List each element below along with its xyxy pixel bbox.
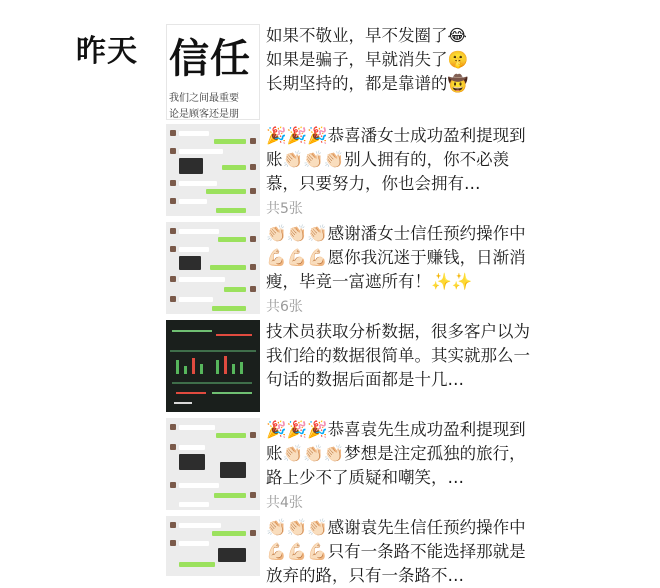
date-label: 昨天 [76,34,138,69]
post-text[interactable]: 🎉🎉🎉恭喜袁先生成功盈利提现到账👏🏻👏🏻👏🏻梦想是注定孤独的旅行，路上少不了质疑和嘲笑，… [266,420,526,487]
post-thumbnail-chat[interactable] [166,516,260,576]
post-text[interactable]: 👏🏻👏🏻👏🏻感谢潘女士信任预约操作中💪🏻💪🏻💪🏻愿你我沉迷于赚钱，日渐消瘦，毕竟一富遮所有！✨✨ [266,224,526,291]
post-thumbnail-chat[interactable] [166,222,260,314]
post-text[interactable]: 👏🏻👏🏻👏🏻感谢袁先生信任预约操作中💪🏻💪🏻💪🏻只有一条路不能选择那就是放弃的路，只有一条路不… [266,518,526,585]
post-thumbnail-chat[interactable] [166,418,260,510]
thumbnail-big-text: 信任 [169,36,251,82]
post-text[interactable]: 技术员获取分析数据，很多客户以为我们给的数据很简单。其实就那么一句话的数据后面都是十几… [266,322,530,389]
image-count: 共4张 [266,495,303,511]
image-count: 共5张 [266,201,303,217]
post-thumbnail-chat[interactable] [166,124,260,216]
thumbnail-caption-line: 论是顾客还是朋 [169,109,239,120]
post-text[interactable]: 🎉🎉🎉恭喜潘女士成功盈利提现到账👏🏻👏🏻👏🏻别人拥有的，你不必羡慕，只要努力，你也会拥有… [266,126,526,193]
post-thumbnail-trust[interactable] [166,24,260,120]
thumbnail-caption-line: 我们之间最重要 [169,93,239,104]
post-thumbnail-trading-screen[interactable] [166,320,260,412]
post-text[interactable]: 如果不敬业，早不发圈了😂 如果是骗子，早就消失了🤫 长期坚持的，都是靠谱的🤠 [266,26,469,93]
image-count: 共6张 [266,299,303,315]
